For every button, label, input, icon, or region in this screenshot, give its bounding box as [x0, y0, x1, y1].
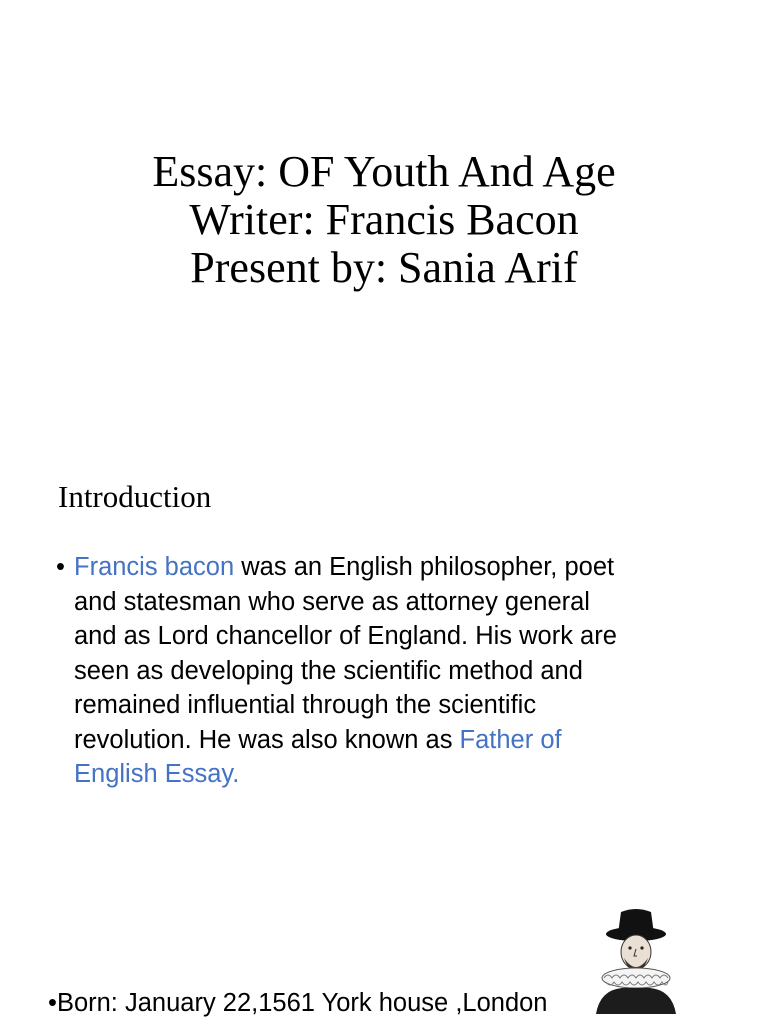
text-line-4: seen as developing the scientific method and: [74, 656, 583, 685]
text-line-6: [74, 723, 706, 758]
presenter-line: Present by: Sania Arif: [190, 243, 578, 292]
writer-line: Writer: Francis Bacon: [189, 195, 579, 244]
line-1-rest: was an English philosopher, poet: [234, 553, 615, 581]
father-of-highlight: Father of: [459, 725, 562, 754]
text-line-1: [74, 550, 706, 585]
born-text: Born: January 22,1561 York house ,London: [56, 989, 548, 1017]
francis-bacon-highlight: Francis bacon: [74, 553, 235, 581]
english-essay-highlight: English Essay.: [74, 760, 240, 788]
born-bullet-icon: •: [48, 989, 57, 1017]
bullet-icon: •: [56, 553, 65, 581]
essay-title: Essay: OF Youth And Age: [152, 147, 616, 196]
introduction-paragraph: [56, 550, 706, 792]
introduction-heading: Introduction: [58, 479, 212, 514]
text-line-3: and as Lord chancellor of England. His work are: [74, 622, 617, 650]
line-6-start: revolution. He was also known as: [74, 725, 460, 754]
born-bullet: [48, 985, 598, 1021]
francis-bacon-portrait-icon: [586, 904, 686, 1014]
text-line-2: and statesman who serve as attorney general: [74, 587, 590, 616]
title-block: [0, 148, 768, 292]
text-line-5: remained influential through the scientific: [74, 691, 537, 719]
bullet-item: [56, 550, 706, 792]
